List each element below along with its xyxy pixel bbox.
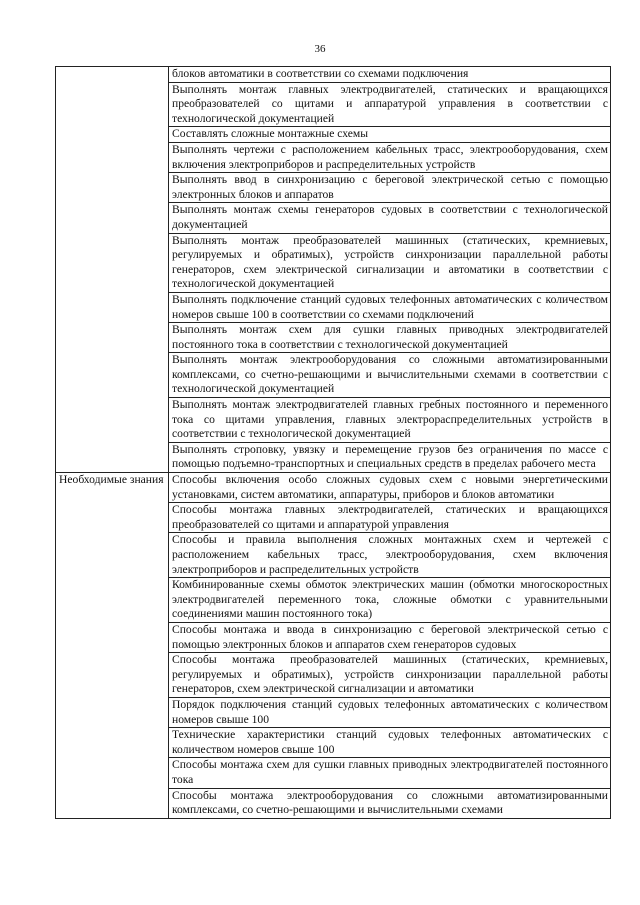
skills-category-cell (56, 67, 169, 473)
skill-item: Выполнять ввод в синхронизацию с береговой электрической сетью с помощью электронных блоков и аппаратов (169, 173, 611, 203)
skill-item: Составлять сложные монтажные схемы (169, 127, 611, 143)
knowledge-item: Способы монтажа преобразователей машинных (статических, кремниевых, регулируемых и обратимых), устройств синхронизации параллельной работы генераторов, схем электрической сигнализации и автоматики (169, 653, 611, 698)
page-number: 36 (314, 43, 326, 55)
skill-item: Выполнять монтаж главных электродвигателей, статических и вращающихся преобразователей со щитами и аппаратурой управления в соответствии с технологической документацией (169, 82, 611, 127)
skill-item: Выполнять чертежи с расположением кабельных трасс, электрооборудования, схем включения электроприборов и распределительных устройств (169, 142, 611, 172)
knowledge-item: Способы монтажа электрооборудования со сложными автоматизированными комплексами, со счетно-решающими и вычислительными схемами (169, 788, 611, 818)
skill-item: Выполнять монтаж преобразователей машинных (статических, кремниевых, регулируемых и обратимых), устройств синхронизации параллельной работы генераторов, схем электрической сигнализации и автоматики в соответствии с технологической документацией (169, 233, 611, 292)
skill-item: блоков автоматики в соответствии со схемами подключения (169, 67, 611, 83)
skill-item: Выполнять строповку, увязку и перемещение грузов без ограничения по массе с помощью подъемно-транспортных и специальных средств в пределах рабочего места (169, 442, 611, 472)
knowledge-item: Способы монтажа главных электродвигателей, статических и вращающихся преобразователей со щитами и аппаратурой управления (169, 503, 611, 533)
requirements-table (55, 66, 611, 819)
skill-item: Выполнять монтаж схем для сушки главных приводных электродвигателей постоянного тока в соответствии с технологической документацией (169, 323, 611, 353)
knowledge-item: Способы включения особо сложных судовых схем с новыми энергетическими установками, систем автоматики, аппаратуры, приборов и блоков автоматики (169, 473, 611, 503)
skill-item: Выполнять монтаж электрооборудования со сложными автоматизированными комплексами, со счетно-решающими и вычислительными схемами в соответствии с технологической документацией (169, 353, 611, 398)
knowledge-row (56, 473, 611, 503)
knowledge-item: Способы монтажа схем для сушки главных приводных электродвигателей постоянного тока (169, 758, 611, 788)
skill-row (56, 67, 611, 83)
knowledge-item: Способы и правила выполнения сложных монтажных схем и чертежей с расположением кабельных трасс, электрооборудования, схем включения электроприборов и распределительных устройств (169, 533, 611, 578)
skill-item: Выполнять монтаж электродвигателей главных гребных постоянного и переменного тока со щитами управления, главных электрораспределительных устройств в соответствии с технологической документацией (169, 398, 611, 443)
knowledge-item: Способы монтажа и ввода в синхронизацию с береговой электрической сетью с помощью электронных блоков и аппаратов схем генераторов судовых (169, 622, 611, 652)
knowledge-category-label: Необходимые знания (56, 473, 169, 819)
knowledge-item: Технические характеристики станций судовых телефонных автоматических с количеством номеров свыше 100 (169, 728, 611, 758)
requirements-table-body (56, 67, 611, 819)
knowledge-item: Порядок подключения станций судовых телефонных автоматических с количеством номеров свыше 100 (169, 697, 611, 727)
skill-item: Выполнять подключение станций судовых телефонных автоматических с количеством номеров свыше 100 в соответствии со схемами подключений (169, 292, 611, 322)
knowledge-item: Комбинированные схемы обмоток электрических машин (обмотки многоскоростных электродвигателей переменного тока, сложные обмотки с уравнительными соединениями машин постоянного тока) (169, 578, 611, 623)
skill-item: Выполнять монтаж схемы генераторов судовых в соответствии с технологической документацией (169, 203, 611, 233)
